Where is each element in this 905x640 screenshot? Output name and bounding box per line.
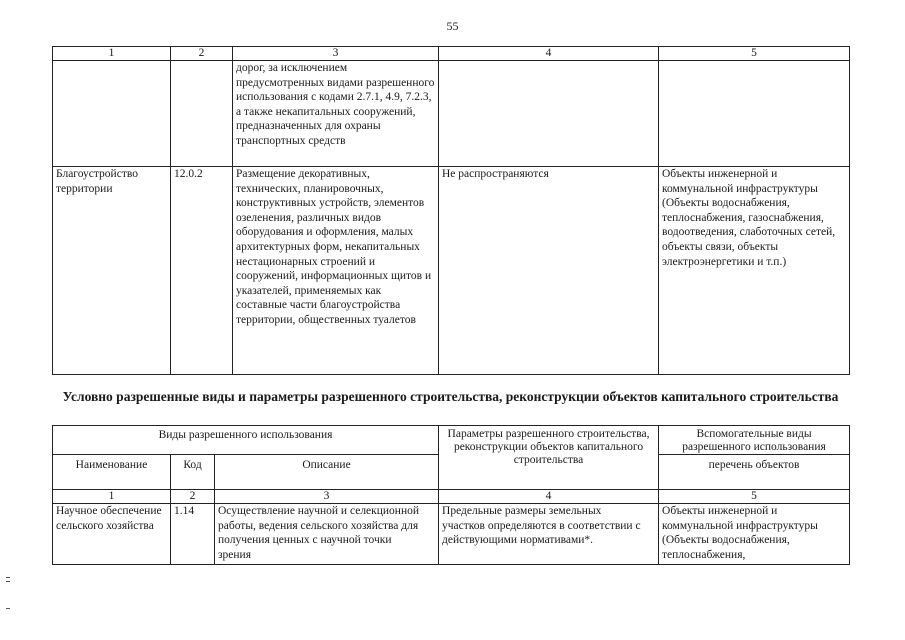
header-cell: 3	[233, 47, 439, 61]
margin-mark	[6, 577, 10, 578]
cell-params: Предельные размеры земельных участков определяются в соответствии с действующими нормативами*.	[439, 504, 659, 565]
cell-code: 12.0.2	[171, 167, 233, 375]
header-cell: 5	[659, 490, 850, 504]
section-title: Условно разрешенные виды и параметры разрешенного строительства, реконструкции объектов капитального строительства	[62, 389, 839, 404]
table-number-row	[53, 490, 850, 504]
header-name: Наименование	[53, 455, 171, 490]
header-cell: 5	[659, 47, 850, 61]
header-cell: 4	[439, 490, 659, 504]
header-aux: Вспомогательные виды разрешенного использования	[659, 426, 850, 455]
cell-name: Благоустройство территории	[53, 167, 171, 375]
header-cell: 4	[439, 47, 659, 61]
cell-params	[439, 61, 659, 167]
table-header-row	[53, 426, 850, 455]
header-cell: 2	[171, 47, 233, 61]
header-aux-list: перечень объектов	[659, 455, 850, 490]
margin-mark	[6, 581, 10, 582]
header-cell: 3	[215, 490, 439, 504]
header-params: Параметры разрешенного строительства, реконструкции объектов капитального строительства	[439, 426, 659, 490]
cell-description: дорог, за исключением предусмотренных видами разрешенного использования с кодами 2.7.1, 4.9, 7.2.3, а также некапитальных сооружений, предназначенных для охраны транспортных средств	[233, 61, 439, 167]
cell-auxiliary: Объекты инженерной и коммунальной инфраструктуры (Объекты водоснабжения, теплоснабжения,	[659, 504, 850, 565]
table-conditional-uses	[52, 425, 850, 565]
cell-auxiliary: Объекты инженерной и коммунальной инфраструктуры (Объекты водоснабжения, теплоснабжения, газоснабжения, водоотведения, слаботочных сетей, объекты связи, объекты электроэнергетики и т.п.)	[659, 167, 850, 375]
table-row	[53, 61, 850, 167]
cell-description: Размещение декоративных, технических, планировочных, конструктивных устройств, элементов озеленения, различных видов оборудования и оформления, малых архитектурных форм, некапитальных нестационарных строений и сооружений, информационных щитов и указателей, применяемых как составные части благоустройства территории, общественных туалетов	[233, 167, 439, 375]
header-description: Описание	[215, 455, 439, 490]
header-code: Код	[171, 455, 215, 490]
page-number: 55	[446, 19, 459, 33]
table-permitted-uses	[52, 46, 850, 375]
table-header-row	[53, 47, 850, 61]
cell-code	[171, 61, 233, 167]
header-use-types: Виды разрешенного использования	[53, 426, 439, 455]
cell-description: Осуществление научной и селекционной работы, ведения сельского хозяйства для получения ценных с научной точки зрения	[215, 504, 439, 565]
cell-params: Не распространяются	[439, 167, 659, 375]
cell-name	[53, 61, 171, 167]
header-cell: 1	[53, 47, 171, 61]
cell-name: Научное обеспечение сельского хозяйства	[53, 504, 171, 565]
header-cell: 2	[171, 490, 215, 504]
header-cell: 1	[53, 490, 171, 504]
cell-code: 1.14	[171, 504, 215, 565]
margin-mark	[6, 608, 10, 609]
table-row	[53, 167, 850, 375]
cell-auxiliary	[659, 61, 850, 167]
table-row	[53, 504, 850, 565]
